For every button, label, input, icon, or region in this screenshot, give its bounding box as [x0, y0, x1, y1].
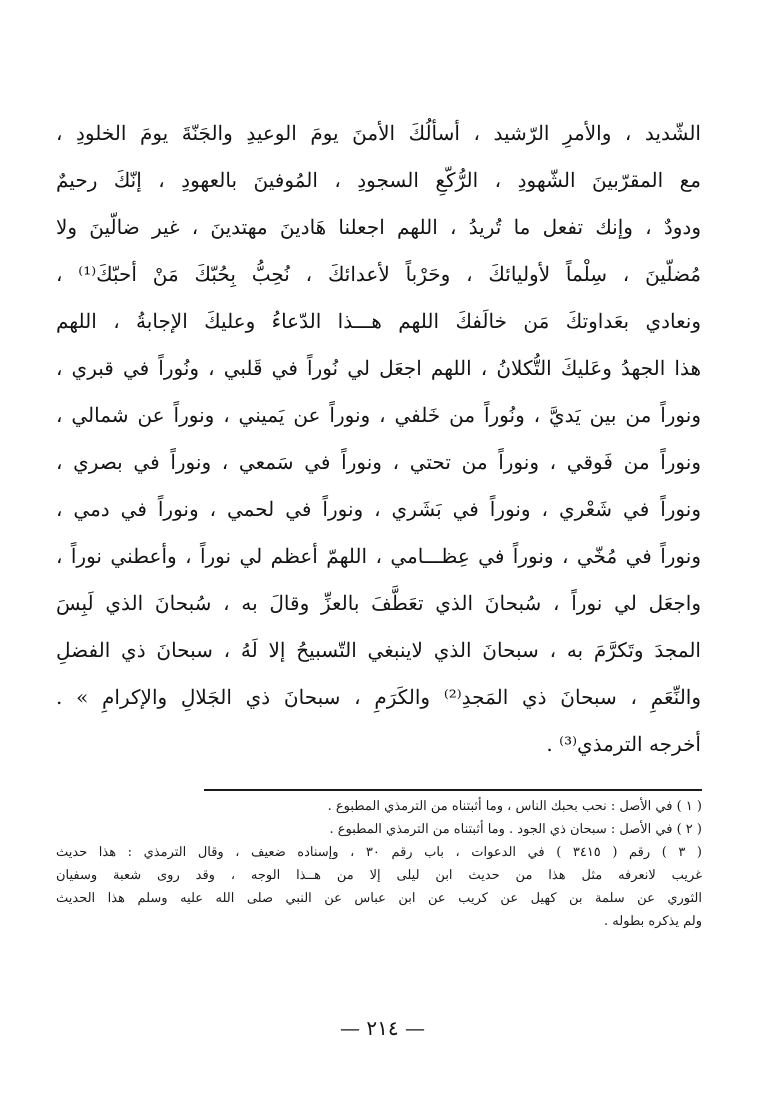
footnote-line: ( ٣ ) رقم ( ٣٤١٥ ) في الدعوات ، باب رقم ٣٠ ، وإسناده ضعيف ، وقال الترمذي : هذا حديث: [56, 845, 702, 860]
footnote-divider: [204, 789, 702, 791]
main-text-line: واجعَل لي نوراً ، سُبحانَ الذي تعَطَّفَ بالعزِّ وقالَ به ، سُبحانَ الذي لَبِسَ: [56, 591, 701, 615]
main-text-line: المجدَ وتَكرَّمَ به ، سبحانَ الذي لاينبغي التّسبيحُ إلا لَهُ ، سبحانَ ذي الفضلِ: [56, 638, 701, 662]
main-text-line: ودودٌ ، وإنك تفعل ما تُريدُ ، اللهم اجعلنا هَادينَ مهتدينَ ، غير ضالّينَ ولا: [56, 215, 701, 239]
main-text-line: ونوراً من بين يَديَّ ، ونُوراً من خَلفي ، ونوراً عن يَميني ، ونوراً عن شمالي ،: [56, 403, 701, 427]
main-text-line: مع المقرّبينَ الشّهودِ ، الرُّكّعِ السجودِ ، المُوفينَ بالعهودِ ، إنّكَ رحيمٌ: [56, 168, 701, 192]
main-text-line: هذا الجهدُ وعَليكَ التُّكلانُ ، اللهم اجعَل لي نُوراً في قَلبي ، ونُوراً في قبري ،: [56, 356, 701, 380]
main-text-line: أخرجه الترمذي⁽³⁾ .: [546, 732, 701, 756]
main-text-line: ونوراً من فَوقي ، ونوراً من تحتي ، ونوراً في سَمعي ، ونوراً في بصري ،: [56, 450, 701, 474]
main-text-line: ونوراً في شَعْري ، ونوراً في بَشَري ، ونوراً في لحمي ، ونوراً في دمي ،: [56, 497, 701, 521]
footnote-line: ( ١ ) في الأصل : نحب بحبك الناس ، وما أثبتناه من الترمذي المطبوع .: [327, 799, 702, 814]
footnote-line: غريب لانعرفه مثل هذا من حديث ابن ليلى إلا من هــذا الوجه ، وقد روى شعبة وسفيان: [56, 868, 702, 883]
footnote-line: ( ٢ ) في الأصل : سبحان ذي الجود . وما أثبتناه من الترمذي المطبوع .: [329, 822, 702, 837]
main-text-line: والنِّعَمِ ، سبحانَ ذي المَجدِ⁽²⁾ والكَرَمِ ، سبحانَ ذي الجَلالِ والإكرامِ » .: [56, 685, 701, 709]
footnote-line: الثوري عن سلمة بن كهيل عن كريب عن ابن عباس عن النبي صلى الله عليه وسلم هذا الحديث: [56, 891, 702, 906]
main-text-line: الشّديد ، والأمرِ الرّشيد ، أسألُكَ الأمنَ يومَ الوعيدِ والجَنّةَ يومَ الخلودِ ،: [56, 121, 701, 145]
main-text: [56, 110, 701, 768]
main-text-line: مُضلّينَ ، سِلْماً لأوليائكَ ، وحَرْباً لأعدائكَ ، نُحِبُّ بِحُبّكَ مَنْ أحبّكَ⁽¹⁾ ،: [56, 262, 701, 286]
page-number: — ٢١٤ —: [340, 1016, 425, 1040]
main-text-line: ونوراً في مُخّي ، ونوراً في عِظـــامي ، اللهمّ أعظم لي نوراً ، وأعطني نوراً ،: [56, 544, 701, 568]
footnotes: [56, 795, 702, 933]
footnote-line: ولم يذكره بطوله .: [604, 914, 702, 929]
main-text-line: ونعادي بعَداوتكَ مَن خالَفكَ اللهم هـــذا الدّعاءُ وعليكَ الإجابةُ ، اللهم: [56, 309, 701, 333]
